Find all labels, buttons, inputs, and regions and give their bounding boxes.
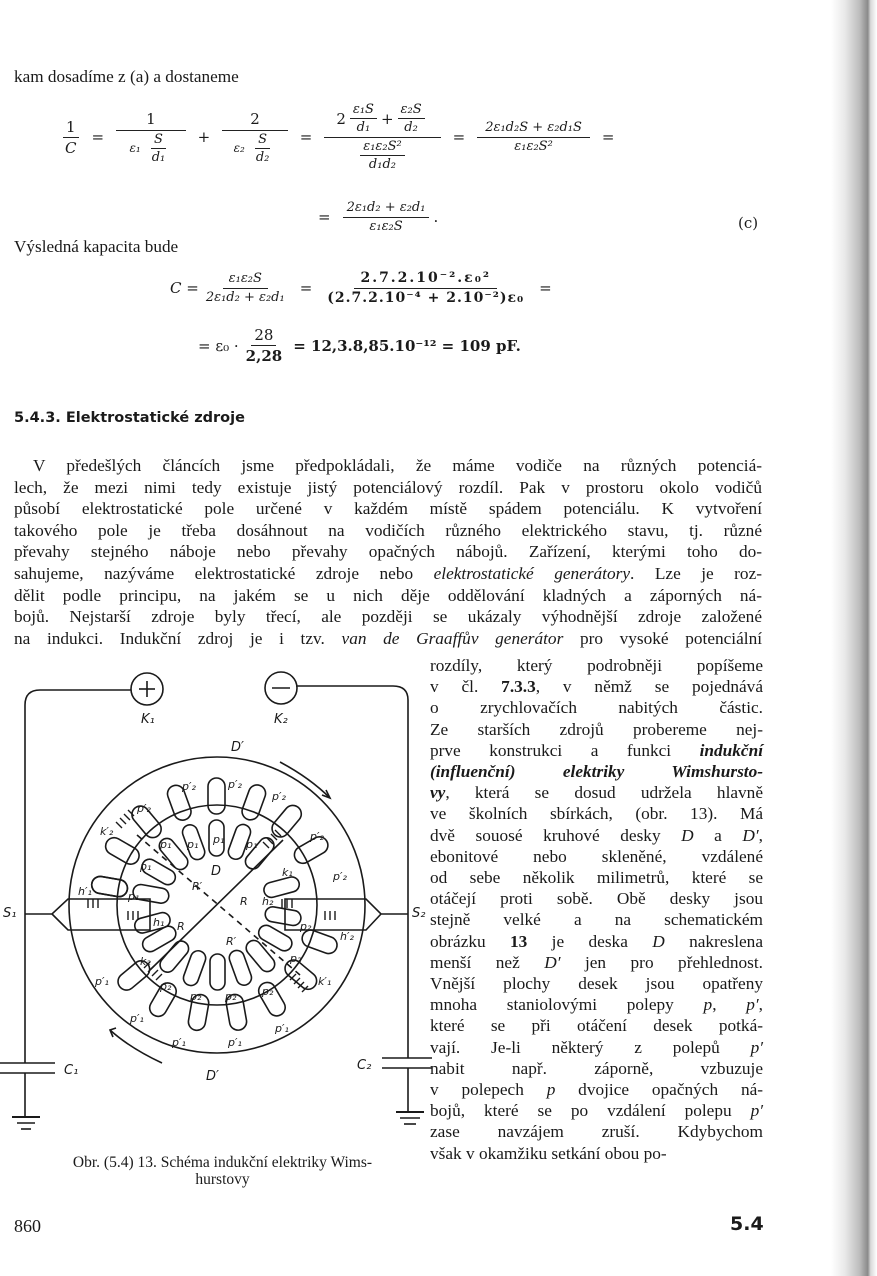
svg-text:k₂: k₂ — [140, 955, 151, 968]
svg-text:p₁: p₁ — [140, 860, 152, 873]
svg-text:h′₂: h′₂ — [340, 930, 354, 943]
term-elektrostaticke-generatory: elektrostatické generátory — [433, 563, 631, 583]
svg-text:D: D — [211, 864, 222, 879]
svg-text:k′₁: k′₁ — [318, 975, 332, 988]
svg-text:p₂: p₂ — [290, 952, 302, 965]
page-number: 860 — [14, 1216, 41, 1236]
svg-text:p₁: p₁ — [160, 838, 172, 851]
svg-text:p′₂: p′₂ — [137, 802, 151, 815]
svg-text:R′: R′ — [226, 935, 237, 948]
svg-text:R: R — [177, 920, 185, 933]
svg-text:p′₁: p′₁ — [130, 1012, 144, 1025]
svg-text:C₂: C₂ — [357, 1058, 372, 1073]
svg-text:p₁: p₁ — [246, 838, 258, 851]
svg-text:k′₂: k′₂ — [100, 825, 114, 838]
svg-text:p′₁: p′₁ — [95, 975, 109, 988]
outer-sectors — [90, 778, 339, 1032]
figure-caption: Obr. (5.4) 13. Schéma indukční elektriky Wims- hurstovy — [72, 1154, 373, 1188]
svg-text:p₂: p₂ — [160, 980, 172, 993]
svg-text:k₁: k₁ — [282, 866, 293, 879]
svg-text:p′₁: p′₁ — [172, 1036, 186, 1049]
equation-c-line2: = $\frac{\text{2ε₁d₂ + ε₂d₁}}{\text{ε₁ε₂S}}$ . — [318, 200, 439, 234]
svg-text:R′: R′ — [192, 880, 203, 893]
fraction-term1: 1 ε₁ $\frac{S}{\text{d₁}}$ — [116, 110, 186, 165]
svg-text:p₁: p₁ — [128, 890, 140, 903]
fraction-term4: $\frac{\text{2ε₁d₂S + ε₂d₁S}}{\text{ε₁ε₂S²}}$ — [477, 120, 590, 154]
svg-text:p₁: p₁ — [187, 838, 199, 851]
equation-c-line1: $\frac{1}{C}$ = 1 ε₁ $\frac{S}{\text{d₁}}$ + 2 ε₂ $\frac{S}{\text{d₂}}$ = 2 $\frac{\text{ε₁S}}{\text{d₁}}$ + $\frac{\text{ε₂S}}{\text{d₂}}$ $\frac{\text{ε₁ε₂S²}}{\text{d₁d₂}}$ = $\frac{\text{2ε₁d₂S + ε₂d₁S}}{\text{ε₁ε₂S²}}$ = — [58, 102, 622, 172]
svg-text:p′₂: p′₂ — [228, 778, 242, 791]
equation-result-line1: C = $\frac{\text{ε₁ε₂S}}{\text{2ε₁d₂ + ε₂d₁}}$ = $\frac{\text{2.7.2.10⁻².ε₀²}}{\text{(2.7.2.10⁻⁴ + 2.10⁻²)ε₀}}$ = — [170, 270, 552, 306]
svg-text:h₁: h₁ — [153, 916, 165, 929]
svg-text:p′₂: p′₂ — [310, 830, 324, 843]
fraction-result-3: $\frac{28}{2,28}$ — [245, 326, 283, 365]
svg-text:p′₂: p′₂ — [333, 870, 347, 883]
svg-text:p′₁: p′₁ — [275, 1022, 289, 1035]
wimshurst-diagram — [0, 660, 440, 1150]
fraction-result-1: $\frac{\text{ε₁ε₂S}}{\text{2ε₁d₂ + ε₂d₁}}$ — [205, 271, 285, 305]
wire-left — [25, 690, 131, 1030]
svg-text:p₂: p₂ — [262, 985, 274, 998]
main-paragraph: V předešlých článcích jsme předpokládali, že máme vodiče na různých potenciá- lech, že mezi nimi tedy existuje jistý potenciálový rozdíl. Pak v prostoru okolo vodičů působí elektrostatické pole určené v každém místě spádem potenciálu. K vytvoření takového pole je třeba dosáhnout na vodičích různého elektrického stavu, tj. různé převahy stejného náboje nebo převahy opačných nábojů. Zařízení, kterými toho do- sahujeme, nazýváme elektrostatické zdroje nebo elektrostatické generátory. Lze je roz- dělit podle principu, na jakém se u nich děje oddělování kladných a záporných ná- bojů. Nejstarší zdroje byly třecí, ale později se ukázaly výhodnější zdroje založené na indukci. Indukční zdroj je i tzv. van de Graaffův generátor pro vysoké potenciální — [14, 456, 763, 648]
wire-right — [296, 686, 408, 1030]
intro-line: kam dosadíme z (a) a dostaneme — [14, 67, 239, 86]
svg-text:p′₂: p′₂ — [272, 790, 286, 803]
page-binding-shadow — [831, 0, 877, 1276]
svg-text:p′₂: p′₂ — [182, 780, 196, 793]
svg-text:p₂: p₂ — [300, 920, 312, 933]
fraction-term3: 2 $\frac{\text{ε₁S}}{\text{d₁}}$ + $\frac{\text{ε₂S}}{\text{d₂}}$ $\frac{\text{ε₁ε₂S²}}{\text{d₁d₂}}$ — [324, 102, 440, 172]
section-number: 5.4 — [730, 1213, 764, 1235]
svg-text:p₁: p₁ — [213, 833, 225, 846]
svg-text:K₁: K₁ — [141, 712, 155, 727]
svg-text:S₂: S₂ — [412, 906, 426, 921]
svg-text:R: R — [240, 895, 248, 908]
svg-text:p₂: p₂ — [225, 990, 237, 1003]
svg-text:S₁: S₁ — [3, 906, 17, 921]
svg-text:D′: D′ — [231, 740, 244, 755]
svg-text:K₂: K₂ — [274, 712, 288, 727]
svg-text:C₁: C₁ — [64, 1063, 79, 1078]
term-van-de-graaff: van de Graaffův generátor — [341, 628, 564, 648]
svg-text:p′₁: p′₁ — [228, 1036, 242, 1049]
svg-text:p₂: p₂ — [190, 990, 202, 1003]
right-column-text: rozdíly, který podrobněji popíšeme v čl. 7.3.3, v němž se pojednává o zrychlovačích nabitých částic. Ze starších zdrojů probereme nej- prve konstrukci a funkci indukční (influenční) elektriky Wimshursto- vy, která se dosud udržela hlavně ve školních sbírkách, (obr. 13). Má dvě souosé kruhové desky D a D′, ebonitové nebo skleněné, vzdálené od sebe několik milimetrů, které se otáčejí proti sobě. Obě desky jsou stejně velké a na schematickém obrázku 13 je deska D nakreslena menší než D′ jen pro přehlednost. Vnější plochy desek jsou opatřeny mnoha staniolovými polepy p, p′, které se při otáčení desek potká- vají. Je-li některý z polepů p′ nabit např. záporně, vzbuzuje v polepech p dvojice opačných ná- bojů, které se po vzdálení polepu p′ zase navzájem zruší. Kdybychom však v okamžiku setkání obou po- — [430, 656, 764, 1163]
fraction-result-2: $\frac{\text{2.7.2.10⁻².ε₀²}}{\text{(2.7.2.10⁻⁴ + 2.10⁻²)ε₀}}$ — [327, 270, 525, 306]
svg-text:h′₁: h′₁ — [78, 885, 92, 898]
capacity-intro: Výsledná kapacita bude — [14, 237, 179, 256]
svg-text:h₂: h₂ — [262, 895, 274, 908]
section-heading: 5.4.3. Elektrostatické zdroje — [14, 410, 245, 426]
svg-text:D′: D′ — [206, 1069, 219, 1084]
fraction-1-over-C: $\frac{1}{C}$ — [62, 118, 79, 157]
equation-result-line2: = ε₀ · $\frac{28}{2,28}$ = 12,3.8,85.10⁻¹² = 109 pF. — [198, 326, 521, 365]
fraction-term5: $\frac{\text{2ε₁d₂ + ε₂d₁}}{\text{ε₁ε₂S}}$ — [343, 200, 430, 234]
equation-label: (c) — [738, 214, 759, 232]
fraction-term2: 2 ε₂ $\frac{S}{\text{d₂}}$ — [222, 110, 288, 165]
